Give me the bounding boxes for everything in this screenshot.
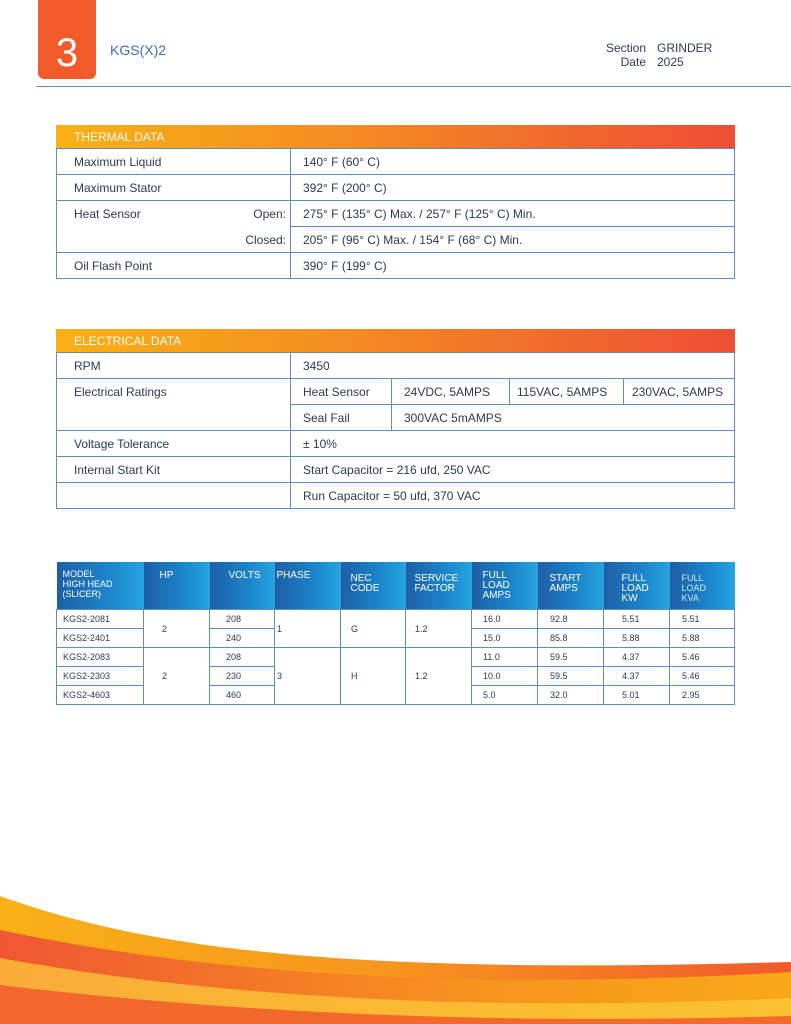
volts-cell: 460 bbox=[210, 686, 275, 705]
closed-label: Closed: bbox=[57, 227, 291, 253]
table-row bbox=[57, 175, 735, 201]
kw-cell: 4.37 bbox=[604, 648, 670, 667]
table-row bbox=[57, 483, 735, 509]
table-row bbox=[57, 379, 735, 405]
max-stator-label: Maximum Stator bbox=[57, 175, 291, 201]
empty-cell bbox=[57, 483, 291, 509]
nec-code-cell: H bbox=[341, 648, 406, 705]
seal-fail-label: Seal Fail bbox=[303, 410, 350, 425]
rpm-label: RPM bbox=[57, 353, 291, 379]
kva-cell: 5.46 bbox=[670, 667, 735, 686]
header-volts: VOLTS bbox=[210, 562, 275, 610]
header-model-line-2: HIGH HEAD bbox=[62, 579, 113, 589]
header-kva-line-2: LOAD bbox=[681, 583, 707, 593]
table-row bbox=[57, 353, 735, 379]
kw-cell: 5.88 bbox=[604, 629, 670, 648]
header-kw-line-2: LOAD bbox=[621, 583, 649, 594]
header-full-load-amps bbox=[472, 562, 538, 610]
header-model-line-1: MODEL bbox=[62, 569, 95, 579]
model-specs-table bbox=[56, 562, 735, 705]
header-fla-line-1: FULL bbox=[482, 570, 507, 581]
seal-fail-cell bbox=[291, 405, 735, 431]
closed-value: 205° F (96° C) Max. / 154° F (68° C) Min. bbox=[291, 227, 735, 253]
header-model-line-3: (SLICER) bbox=[62, 589, 102, 599]
header-service-factor bbox=[406, 562, 472, 610]
max-liquid-value: 140° F (60° C) bbox=[291, 149, 735, 175]
header-sf-line-1: SERVICE bbox=[414, 573, 459, 584]
table-row bbox=[57, 149, 735, 175]
header-nec-line-1: NEC bbox=[350, 573, 372, 584]
header-start-line-1: START bbox=[549, 573, 582, 584]
meta-values bbox=[657, 41, 712, 69]
kw-cell: 4.37 bbox=[604, 667, 670, 686]
volts-cell: 208 bbox=[210, 610, 275, 629]
header-fla-line-3: AMPS bbox=[482, 590, 511, 601]
header-kva-line-3: KVA bbox=[681, 593, 699, 603]
header-phase: PHASE bbox=[275, 562, 341, 610]
table-row bbox=[57, 227, 735, 253]
table-row bbox=[57, 648, 735, 667]
model-cell: KGS2-2083 bbox=[57, 648, 144, 667]
start-amps-cell: 32.0 bbox=[538, 686, 604, 705]
thermal-data-table bbox=[56, 148, 735, 279]
model-cell: KGS2-2303 bbox=[57, 667, 144, 686]
start-amps-cell: 85.8 bbox=[538, 629, 604, 648]
kw-cell: 5.01 bbox=[604, 686, 670, 705]
heat-sensor-ratings-cell bbox=[291, 379, 735, 405]
max-liquid-label: Maximum Liquid bbox=[57, 149, 291, 175]
service-factor-cell: 1.2 bbox=[406, 648, 472, 705]
phase-cell: 1 bbox=[275, 610, 341, 648]
heat-sensor-label: Heat Sensor bbox=[303, 384, 370, 399]
footer-wave-decoration bbox=[0, 880, 791, 1024]
header-kw-line-1: FULL bbox=[621, 573, 646, 584]
start-amps-cell: 92.8 bbox=[538, 610, 604, 629]
run-capacitor-value: Run Capacitor = 50 ufd, 370 VAC bbox=[291, 483, 735, 509]
header-hp: HP bbox=[144, 562, 210, 610]
start-capacitor-value: Start Capacitor = 216 ufd, 250 VAC bbox=[291, 457, 735, 483]
electrical-ratings-label: Electrical Ratings bbox=[57, 379, 291, 431]
volts-cell: 240 bbox=[210, 629, 275, 648]
service-factor-cell: 1.2 bbox=[406, 610, 472, 648]
fla-cell: 10.0 bbox=[472, 667, 538, 686]
model-cell: KGS2-2401 bbox=[57, 629, 144, 648]
max-stator-value: 392° F (200° C) bbox=[291, 175, 735, 201]
document-title: KGS(X)2 bbox=[110, 42, 167, 58]
header-kw-line-3: KW bbox=[621, 593, 638, 604]
open-value: 275° F (135° C) Max. / 257° F (125° C) Min. bbox=[291, 201, 735, 227]
fla-cell: 15.0 bbox=[472, 629, 538, 648]
heat-sensor-rating-3: 230VAC, 5AMPS bbox=[624, 379, 735, 404]
oil-flash-value: 390° F (199° C) bbox=[291, 253, 735, 279]
heat-sensor-open-cell bbox=[57, 201, 291, 227]
date-label: Date bbox=[620, 55, 646, 69]
oil-flash-label: Oil Flash Point bbox=[57, 253, 291, 279]
kw-cell: 5.51 bbox=[604, 610, 670, 629]
electrical-data-title: ELECTRICAL DATA bbox=[56, 329, 735, 352]
kva-cell: 2.95 bbox=[670, 686, 735, 705]
meta-labels bbox=[560, 41, 646, 69]
kva-cell: 5.88 bbox=[670, 629, 735, 648]
date-value: 2025 bbox=[657, 55, 684, 69]
phase-cell: 3 bbox=[275, 648, 341, 705]
kva-cell: 5.51 bbox=[670, 610, 735, 629]
model-cell: KGS2-4603 bbox=[57, 686, 144, 705]
header-start-line-2: AMPS bbox=[549, 583, 578, 594]
fla-cell: 11.0 bbox=[472, 648, 538, 667]
header-full-load-kva bbox=[670, 562, 735, 610]
header-nec-line-2: CODE bbox=[350, 583, 380, 594]
header-divider bbox=[36, 86, 791, 87]
start-kit-label: Internal Start Kit bbox=[57, 457, 291, 483]
volts-cell: 208 bbox=[210, 648, 275, 667]
thermal-data-title: THERMAL DATA bbox=[56, 125, 735, 148]
model-cell: KGS2-2081 bbox=[57, 610, 144, 629]
header-sf-line-2: FACTOR bbox=[414, 583, 455, 594]
kva-cell: 5.46 bbox=[670, 648, 735, 667]
rpm-value: 3450 bbox=[291, 353, 735, 379]
table-row bbox=[57, 457, 735, 483]
table-row bbox=[57, 253, 735, 279]
fla-cell: 16.0 bbox=[472, 610, 538, 629]
table-row bbox=[57, 201, 735, 227]
section-value: GRINDER bbox=[657, 41, 713, 55]
fla-cell: 5.0 bbox=[472, 686, 538, 705]
hp-cell: 2 bbox=[144, 648, 210, 705]
volts-cell: 230 bbox=[210, 667, 275, 686]
section-label: Section bbox=[605, 41, 646, 55]
header-model bbox=[57, 562, 144, 610]
start-amps-cell: 59.5 bbox=[538, 667, 604, 686]
header-nec-code bbox=[341, 562, 406, 610]
table-header-row bbox=[57, 562, 735, 610]
open-label: Open: bbox=[253, 207, 286, 221]
nec-code-cell: G bbox=[341, 610, 406, 648]
header-full-load-kw bbox=[604, 562, 670, 610]
voltage-tolerance-label: Voltage Tolerance bbox=[57, 431, 291, 457]
heat-sensor-rating-2: 115VAC, 5AMPS bbox=[510, 379, 624, 404]
table-row bbox=[57, 431, 735, 457]
header-start-amps bbox=[538, 562, 604, 610]
section-number-badge: 3 bbox=[38, 0, 96, 79]
header-kva-line-1: FULL bbox=[681, 573, 704, 583]
header-fla-line-2: LOAD bbox=[482, 580, 510, 591]
heat-sensor-label: Heat Sensor bbox=[74, 206, 141, 221]
hp-cell: 2 bbox=[144, 610, 210, 648]
seal-fail-value: 300VAC 5mAMPS bbox=[392, 405, 735, 430]
heat-sensor-rating-1: 24VDC, 5AMPS bbox=[392, 379, 510, 404]
start-amps-cell: 59.5 bbox=[538, 648, 604, 667]
voltage-tolerance-value: ± 10% bbox=[291, 431, 735, 457]
table-row bbox=[57, 610, 735, 629]
electrical-data-table bbox=[56, 352, 735, 509]
